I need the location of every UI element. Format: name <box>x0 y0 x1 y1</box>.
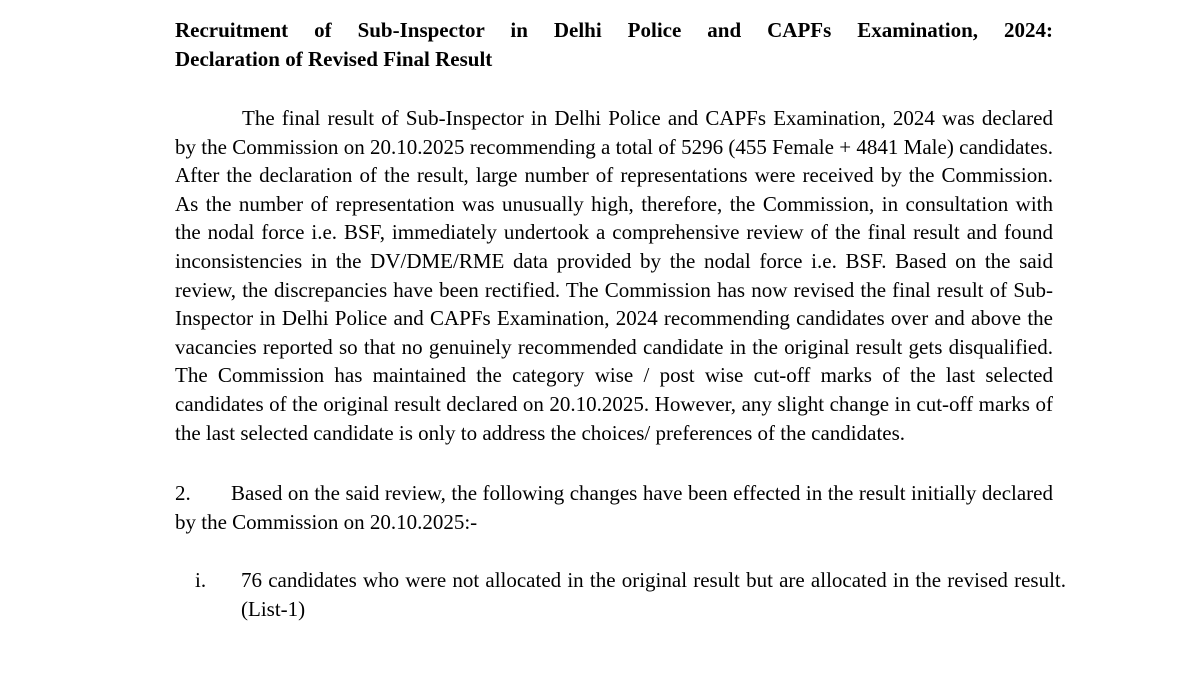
paragraph-2-text: Based on the said review, the following changes have been effected in the result initially declared by the Commission on 20.10.2025:- <box>175 481 1053 534</box>
paragraph-2-number: 2. <box>175 481 191 506</box>
notice-title-line-1: Recruitment of Sub-Inspector in Delhi Police and CAPFs Examination, 2024: <box>175 18 1053 42</box>
notice-document-page <box>175 16 1066 624</box>
notice-title-line-2: Declaration of Revised Final Result <box>175 47 493 71</box>
notice-title <box>175 16 1053 74</box>
list-item-text: 76 candidates who were not allocated in the original result but are allocated in the revised result. (List-1) <box>241 568 1066 621</box>
list-item-marker: i. <box>195 568 207 593</box>
list-item <box>175 566 1066 623</box>
changes-list <box>175 566 1066 623</box>
paragraph-2 <box>175 479 1053 536</box>
intro-paragraph: The final result of Sub-Inspector in Delhi Police and CAPFs Examination, 2024 was declared by the Commission on 20.10.2025 recommending a total of 5296 (455 Female + 4841 Male) candidates. After the declaration of the result, large number of representations were received by the Commission. As the number of representation was unusually high, therefore, the Commission, in consultation with the nodal force i.e. BSF, immediately undertook a comprehensive review of the final result and found inconsistencies in the DV/DME/RME data provided by the nodal force i.e. BSF. Based on the said review, the discrepancies have been rectified. The Commission has now revised the final result of Sub-Inspector in Delhi Police and CAPFs Examination, 2024 recommending candidates over and above the vacancies reported so that no genuinely recommended candidate in the original result gets disqualified. The Commission has maintained the category wise / post wise cut-off marks of the last selected candidates of the original result declared on 20.10.2025. However, any slight change in cut-off marks of the last selected candidate is only to address the choices/ preferences of the candidates. <box>175 106 1053 445</box>
